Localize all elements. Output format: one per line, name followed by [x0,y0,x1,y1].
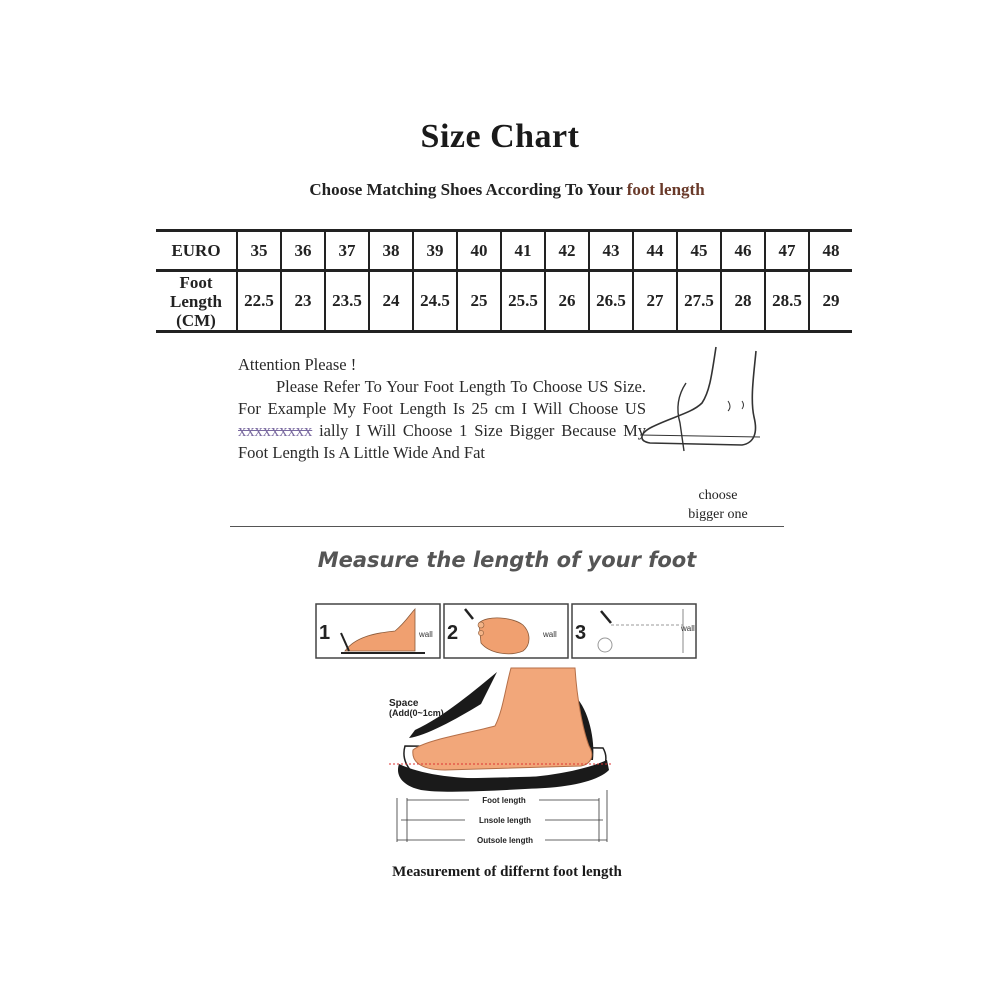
attention-redacted: xxxxxxxxx [238,421,313,440]
space-label: Space [389,698,419,709]
page-title: Size Chart [420,118,580,155]
subtitle-highlight: foot length [626,180,705,199]
choose-note-line: bigger one [688,507,748,522]
step-number: 1 [319,622,331,644]
attention-text-1: Please Refer To Your Foot Length To Choose US Size. For Example My Foot Length Is 25 cm I Will Choose US [238,377,646,418]
wall-label: wall [543,630,557,639]
subtitle-main: Choose Matching Shoes According To Your [309,180,627,199]
bottom-caption: Measurement of differnt foot length [392,864,622,880]
euro-row [156,231,852,271]
foot-length-cell: 27.5 [677,271,721,332]
insole-length-label: Lnsole length [479,816,531,825]
foot-length-cell: 25 [457,271,501,332]
foot-length-cell: 26.5 [589,271,633,332]
step-3-panel [572,604,696,658]
attention-heading: Attention Please ! [238,355,357,374]
step-number: 2 [447,622,459,644]
step-number: 3 [575,622,587,644]
euro-size-cell: 38 [369,231,413,271]
euro-size-cell: 48 [809,231,852,271]
foot-length-cell: 22.5 [237,271,281,332]
foot-label-line: Foot [179,272,213,292]
step-2-panel [444,604,568,658]
euro-size-cell: 45 [677,231,721,271]
foot-sketch-icon [632,343,772,458]
euro-size-cell: 41 [501,231,545,271]
foot-length-cell: 26 [545,271,589,332]
foot-length-cell: 28 [721,271,765,332]
euro-size-cell: 46 [721,231,765,271]
size-table [156,229,852,333]
attention-body [238,376,646,464]
euro-size-cell: 35 [237,231,281,271]
foot-length-cell: 28.5 [765,271,809,332]
section-divider [230,526,784,527]
space-range-label: (Add(0~1cm) [389,708,444,718]
outsole-length-label: Outsole length [477,836,533,845]
measure-title: Measure the length of your foot [317,548,697,572]
attention-text-2: ially I Will Choose 1 Size Bigger Because My Foot Length Is A Little Wide And Fat [238,421,646,462]
euro-size-cell: 39 [413,231,457,271]
choose-note-line: choose [698,488,738,503]
foot-length-cell: 25.5 [501,271,545,332]
subtitle [0,180,1000,200]
foot-length-cell: 24 [369,271,413,332]
attention-note [238,354,646,464]
euro-row-label: EURO [156,231,237,271]
euro-size-cell: 42 [545,231,589,271]
euro-size-cell: 37 [325,231,369,271]
foot-length-cell: 29 [809,271,852,332]
foot-length-cell: 24.5 [413,271,457,332]
shoe-measurement-diagram [385,660,625,850]
foot-length-cell: 23 [281,271,325,332]
euro-size-cell: 43 [589,231,633,271]
step-1-panel [316,604,440,658]
euro-size-cell: 44 [633,231,677,271]
foot-length-label: Foot length [482,796,526,805]
foot-label-line: (CM) [176,310,216,330]
euro-size-cell: 40 [457,231,501,271]
shoe-upper-icon [409,672,497,738]
euro-size-cell: 36 [281,231,325,271]
wall-label: wall [419,630,433,639]
foot-length-cell: 27 [633,271,677,332]
foot-label-line: Length [170,291,222,311]
foot-length-row [156,271,852,332]
choose-bigger-note [680,486,756,524]
wall-label: wall [681,624,695,633]
foot-length-row-label [156,271,237,332]
measurement-steps [315,603,699,661]
euro-size-cell: 47 [765,231,809,271]
foot-length-cell: 23.5 [325,271,369,332]
